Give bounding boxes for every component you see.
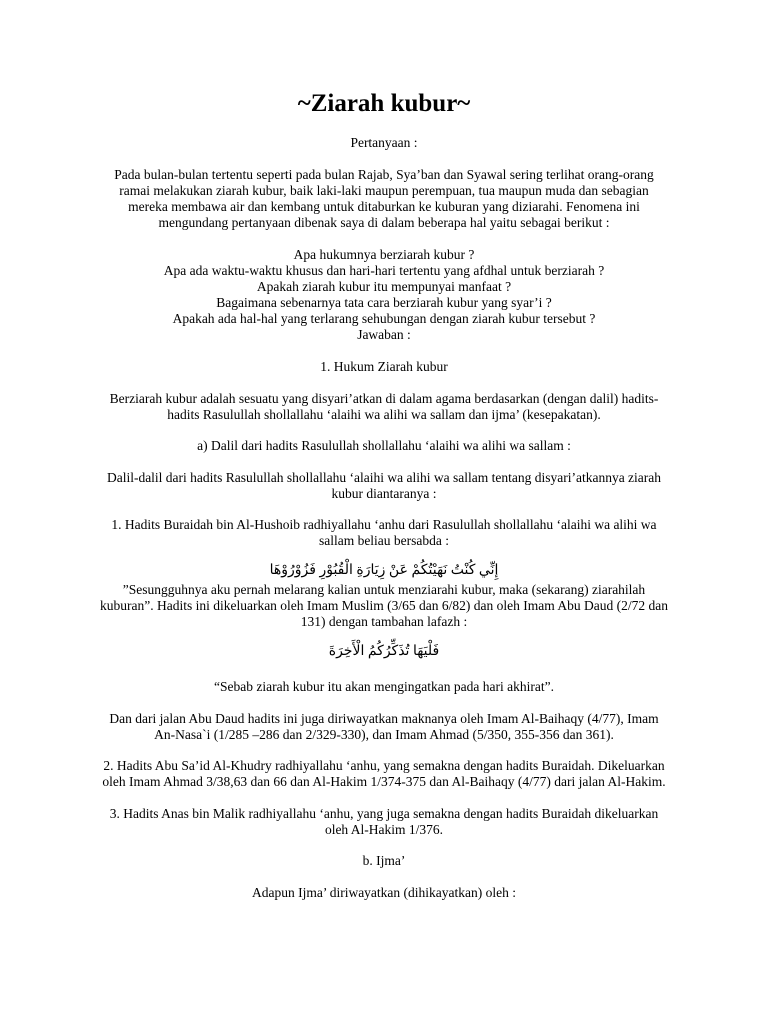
intro-line: mereka membawa air dan kembang untuk ditaburkan ke kuburan yang diziarahi. Fenomena ini: [128, 199, 640, 214]
intro-line: mengundang pertanyaan dibenak saya di dalam beberapa hal yaitu sebagai berikut :: [158, 215, 610, 230]
arabic-hadith-text: إِنِّي كُنْتُ نَهَيْتُكُمْ عَنْ زِيَارَةِ الْقُبُوْرِ فَزُوْرُوْهَا: [269, 563, 499, 578]
sub-b-heading: b. Ijma’: [362, 853, 406, 868]
baihaqy-text-line: Dan dari jalan Abu Daud hadits ini juga diriwayatkan maknanya oleh Imam Al-Baihaqy (4/77), Imam: [109, 711, 659, 726]
hadith2-line: oleh Imam Ahmad 3/38,63 dan 66 dan Al-Hakim 1/374-375 dan Al-Baihaqy (4/77) dari jalan Al-Hakim.: [102, 774, 666, 789]
hadith1-translation-line: ”Sesungguhnya aku pernah melarang kalian untuk menziarahi kubur, maka (sekarang) ziarahilah: [122, 582, 646, 597]
arabic-addition-text: فَلْيَهَا تُذَكِّرُكُمُ الْأَخِرَةَ: [328, 644, 440, 659]
question-item: Apakah ada hal-hal yang terlarang sehubungan dengan ziarah kubur tersebut ?: [172, 311, 596, 326]
baihaqy-text-line: An-Nasa`i (1/285 –286 dan 2/329-330), dan Imam Ahmad (5/350, 355-356 dan 361).: [154, 727, 614, 742]
sub-a-heading: a) Dalil dari hadits Rasulullah shollallahu ‘alaihi wa alihi wa sallam :: [197, 438, 571, 453]
hadith3-line: 3. Hadits Anas bin Malik radhiyallahu ‘anhu, yang juga semakna dengan hadits Buraidah dikeluarkan: [109, 806, 659, 821]
pertanyaan-label: Pertanyaan :: [350, 135, 418, 150]
ijma-text: Adapun Ijma’ diriwayatkan (dihikayatkan) oleh :: [251, 885, 517, 900]
section1-heading: 1. Hukum Ziarah kubur: [320, 359, 448, 374]
intro-line: ramai melakukan ziarah kubur, baik laki-laki maupun perempuan, tua maupun muda dan sebagian: [119, 183, 649, 198]
sub-a-intro-line: kubur diantaranya :: [331, 486, 437, 501]
intro-line: Pada bulan-bulan tertentu seperti pada bulan Rajab, Sya’ban dan Syawal sering terlihat orang-orang: [114, 167, 654, 182]
question-item: Bagaimana sebenarnya tata cara berziarah kubur yang syar’i ?: [216, 295, 552, 310]
section1-text-line: Berziarah kubur adalah sesuatu yang disyari’atkan di dalam agama berdasarkan (dengan dalil) hadits-: [109, 391, 659, 406]
jawaban-label: Jawaban :: [357, 327, 411, 342]
question-item: Apakah ziarah kubur itu mempunyai manfaat ?: [256, 279, 512, 294]
section1-text-line: hadits Rasulullah shollallahu ‘alaihi wa alihi wa sallam dan ijma’ (kesepakatan).: [167, 407, 601, 422]
arabic-addition-translation: “Sebab ziarah kubur itu akan mengingatkan pada hari akhirat”.: [214, 679, 554, 694]
hadith3-line: oleh Al-Hakim 1/376.: [324, 822, 444, 837]
hadith1-heading-line: sallam beliau bersabda :: [318, 533, 450, 548]
question-item: Apa ada waktu-waktu khusus dan hari-hari tertentu yang afdhal untuk berziarah ?: [163, 263, 605, 278]
hadith1-translation-line: kuburan”. Hadits ini dikeluarkan oleh Imam Muslim (3/65 dan 6/82) dan oleh Imam Abu Daud (2/72 dan: [99, 598, 668, 613]
sub-a-intro-line: Dalil-dalil dari hadits Rasulullah shollallahu ‘alaihi wa alihi wa sallam tentang disyari’atkannya ziarah: [106, 470, 662, 485]
hadith1-translation-line: 131) dengan tambahan lafazh :: [300, 614, 468, 629]
hadith2-line: 2. Hadits Abu Sa’id Al-Khudry radhiyallahu ‘anhu, yang semakna dengan hadits Buraidah. Dikeluarkan: [103, 758, 665, 773]
question-item: Apa hukumnya berziarah kubur ?: [293, 247, 475, 262]
page-title: ~Ziarah kubur~: [297, 90, 471, 117]
hadith1-heading-line: 1. Hadits Buraidah bin Al-Hushoib radhiyallahu ‘anhu dari Rasulullah shollallahu ‘alaihi wa alihi wa: [111, 517, 657, 532]
